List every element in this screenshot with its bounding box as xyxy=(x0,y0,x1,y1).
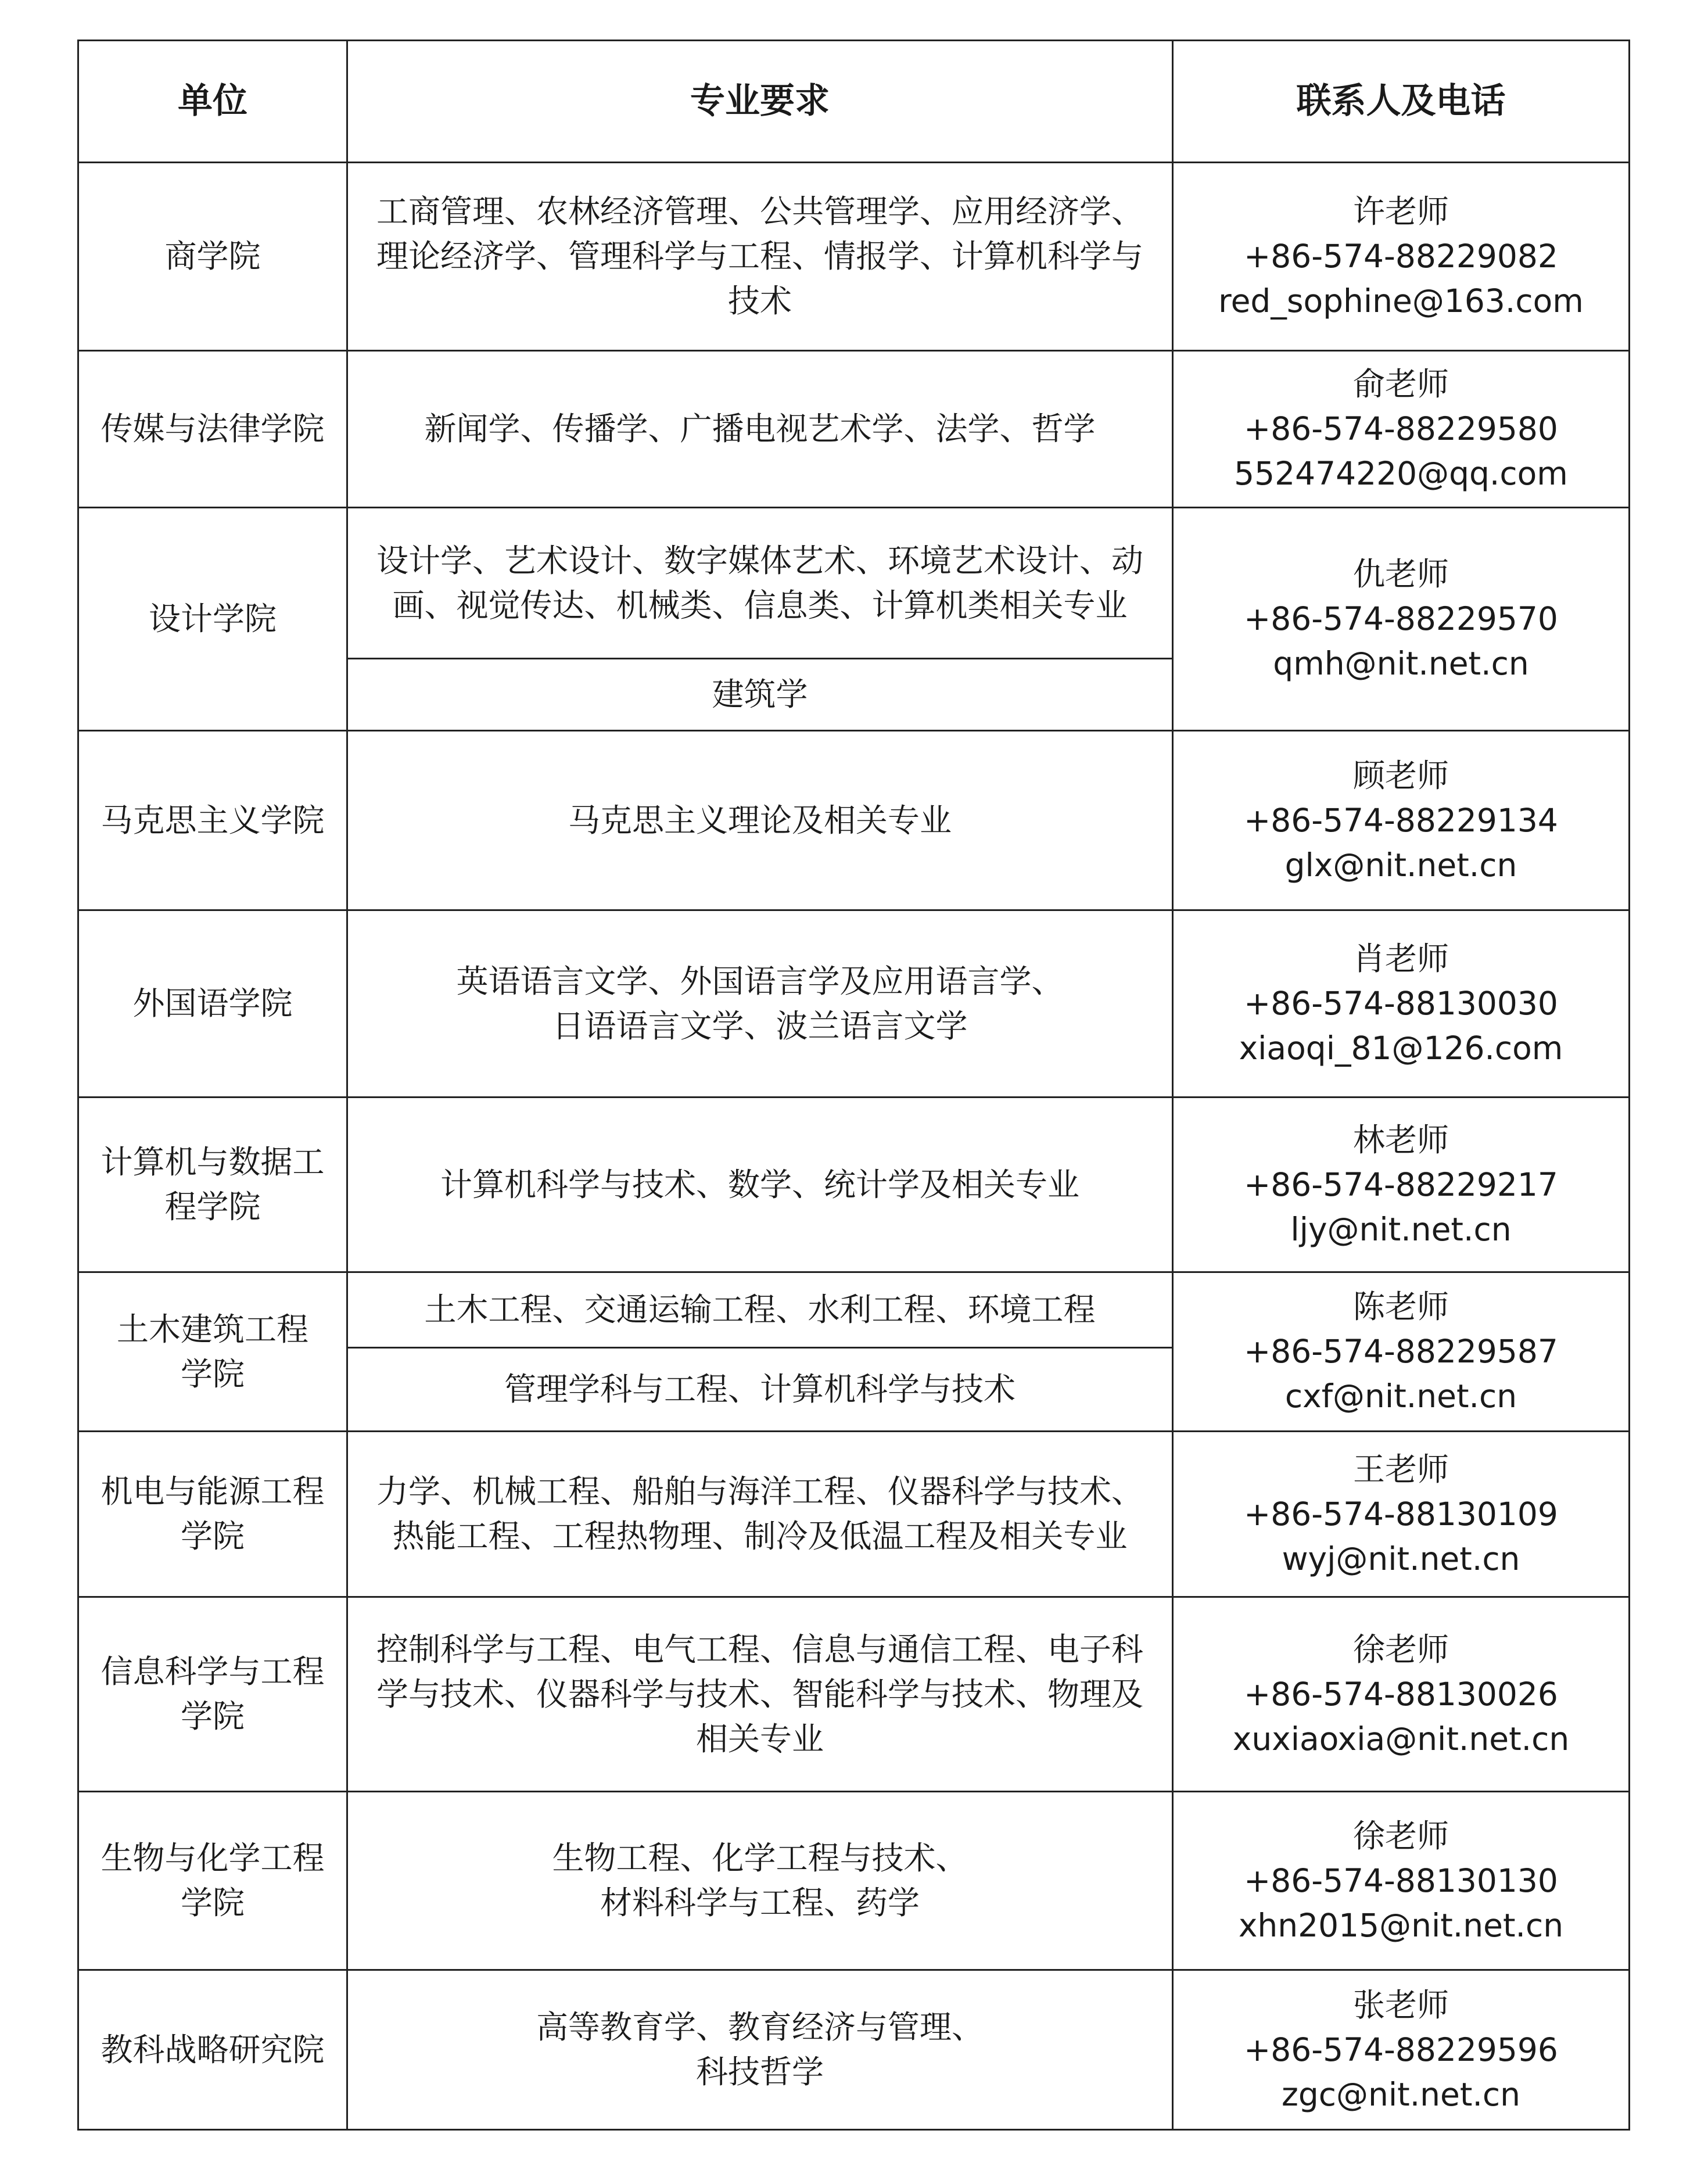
contact-name: 顾老师 xyxy=(1352,756,1449,794)
unit-line: 传媒与法律学院 xyxy=(101,410,325,447)
unit-cell xyxy=(78,731,347,910)
contact-email: ljy@nit.net.cn xyxy=(1290,1210,1512,1248)
contact-name: 徐老师 xyxy=(1352,1817,1449,1855)
majors-line: 控制科学与工程、电气工程、信息与通信工程、电子科 xyxy=(376,1630,1143,1668)
unit-line: 教科战略研究院 xyxy=(101,2031,325,2068)
majors-line: 生物工程、化学工程与技术、 xyxy=(552,1839,968,1877)
contact-name: 肖老师 xyxy=(1352,940,1449,977)
majors-cell xyxy=(347,351,1173,508)
majors-cell xyxy=(347,1597,1173,1792)
majors-line: 画、视觉传达、机械类、信息类、计算机类相关专业 xyxy=(392,586,1128,624)
contact-cell xyxy=(1173,508,1630,731)
contact-name: 林老师 xyxy=(1352,1121,1449,1159)
contact-name: 王老师 xyxy=(1352,1450,1449,1488)
table-row xyxy=(78,1098,1630,1272)
unit-line: 商学院 xyxy=(164,238,261,275)
contact-email: xuxiaoxia@nit.net.cn xyxy=(1232,1720,1570,1758)
contact-cell xyxy=(1173,1792,1630,1970)
majors-cell xyxy=(347,1272,1173,1348)
majors-cell xyxy=(347,1348,1173,1432)
majors-line: 土木工程、交通运输工程、水利工程、环境工程 xyxy=(424,1291,1096,1328)
majors-line: 计算机科学与技术、数学、统计学及相关专业 xyxy=(440,1165,1079,1203)
contact-phone: +86-574-88130130 xyxy=(1244,1862,1558,1899)
contact-name: 许老师 xyxy=(1352,193,1449,230)
header-unit: 单位 xyxy=(78,41,347,163)
contact-cell xyxy=(1173,163,1630,351)
majors-cell xyxy=(347,508,1173,659)
contact-name: 陈老师 xyxy=(1352,1288,1449,1325)
majors-cell xyxy=(347,1970,1173,2130)
unit-cell xyxy=(78,1970,347,2130)
header-majors: 专业要求 xyxy=(347,41,1173,163)
header-contact: 联系人及电话 xyxy=(1173,41,1630,163)
contact-phone: +86-574-88229587 xyxy=(1244,1333,1558,1370)
unit-line: 计算机与数据工 xyxy=(101,1143,325,1181)
unit-cell xyxy=(78,910,347,1098)
majors-line: 高等教育学、教育经济与管理、 xyxy=(536,2009,984,2046)
unit-line: 学院 xyxy=(180,1698,245,1735)
unit-cell xyxy=(78,1597,347,1792)
unit-line: 学院 xyxy=(180,1355,245,1393)
majors-line: 科技哲学 xyxy=(695,2053,824,2090)
unit-cell xyxy=(78,1432,347,1597)
contact-cell xyxy=(1173,1432,1630,1597)
unit-line: 信息科学与工程 xyxy=(101,1653,325,1690)
majors-cell xyxy=(347,1792,1173,1970)
contact-phone: +86-574-88229596 xyxy=(1244,2031,1558,2068)
contact-email: red_sophine@163.com xyxy=(1218,282,1584,320)
majors-line: 设计学、艺术设计、数字媒体艺术、环境艺术设计、动 xyxy=(376,541,1143,579)
contact-email: wyj@nit.net.cn xyxy=(1282,1540,1520,1577)
unit-cell xyxy=(78,1792,347,1970)
contact-cell xyxy=(1173,1098,1630,1272)
majors-cell xyxy=(347,1098,1173,1272)
contact-email: xhn2015@nit.net.cn xyxy=(1238,1906,1564,1944)
contact-cell xyxy=(1173,1970,1630,2130)
contact-phone: +86-574-88130030 xyxy=(1244,985,1558,1022)
contact-phone: +86-574-88229134 xyxy=(1244,801,1558,839)
unit-line: 学院 xyxy=(180,1884,245,1921)
contact-phone: +86-574-88229217 xyxy=(1244,1165,1558,1203)
contact-phone: +86-574-88229580 xyxy=(1244,410,1558,447)
unit-cell xyxy=(78,1272,347,1432)
majors-line: 管理学科与工程、计算机科学与技术 xyxy=(504,1371,1016,1408)
contact-name: 徐老师 xyxy=(1352,1630,1449,1668)
contact-email: glx@nit.net.cn xyxy=(1284,846,1517,884)
table-row xyxy=(78,910,1630,1098)
unit-cell xyxy=(78,508,347,731)
majors-line: 材料科学与工程、药学 xyxy=(600,1884,920,1921)
table-row xyxy=(78,1432,1630,1597)
contact-cell xyxy=(1173,1597,1630,1792)
majors-contact-table xyxy=(77,40,1630,2131)
contact-cell xyxy=(1173,351,1630,508)
unit-cell xyxy=(78,351,347,508)
unit-cell xyxy=(78,1098,347,1272)
table-row xyxy=(78,163,1630,351)
unit-cell xyxy=(78,163,347,351)
majors-line: 英语语言文学、外国语言学及应用语言学、 xyxy=(456,962,1064,1000)
majors-line: 新闻学、传播学、广播电视艺术学、法学、哲学 xyxy=(424,410,1096,447)
majors-line: 理论经济学、管理科学与工程、情报学、计算机科学与 xyxy=(376,238,1143,275)
unit-line: 设计学院 xyxy=(148,600,277,637)
majors-line: 力学、机械工程、船舶与海洋工程、仪器科学与技术、 xyxy=(376,1473,1143,1510)
majors-cell xyxy=(347,731,1173,910)
unit-line: 程学院 xyxy=(164,1188,261,1225)
majors-line: 日语语言文学、波兰语言文学 xyxy=(552,1007,968,1045)
contact-name: 俞老师 xyxy=(1352,365,1449,403)
majors-line: 马克思主义理论及相关专业 xyxy=(568,801,952,839)
unit-line: 外国语学院 xyxy=(132,985,293,1022)
majors-line: 相关专业 xyxy=(695,1720,824,1758)
unit-line: 马克思主义学院 xyxy=(101,801,325,839)
majors-cell xyxy=(347,910,1173,1098)
majors-line: 技术 xyxy=(727,282,792,320)
unit-line: 生物与化学工程 xyxy=(101,1839,325,1877)
unit-line: 土木建筑工程 xyxy=(116,1310,308,1348)
table-row xyxy=(78,731,1630,910)
contact-phone: +86-574-88229570 xyxy=(1244,600,1558,637)
contact-phone: +86-574-88130109 xyxy=(1244,1495,1558,1533)
majors-line: 建筑学 xyxy=(712,676,808,713)
contact-cell xyxy=(1173,731,1630,910)
contact-cell xyxy=(1173,910,1630,1098)
majors-line: 学与技术、仪器科学与技术、智能科学与技术、物理及 xyxy=(376,1675,1143,1713)
unit-line: 学院 xyxy=(180,1518,245,1555)
contact-email: zgc@nit.net.cn xyxy=(1281,2075,1521,2113)
contact-email: cxf@nit.net.cn xyxy=(1284,1378,1517,1415)
header-row xyxy=(78,41,1630,163)
contact-phone: +86-574-88229082 xyxy=(1244,238,1558,275)
table-row xyxy=(78,1970,1630,2130)
contact-email: 552474220@qq.com xyxy=(1234,455,1568,492)
contact-email: qmh@nit.net.cn xyxy=(1273,645,1529,682)
majors-cell xyxy=(347,163,1173,351)
majors-cell xyxy=(347,659,1173,731)
contact-name: 仇老师 xyxy=(1352,555,1449,593)
table-row xyxy=(78,508,1630,659)
contact-phone: +86-574-88130026 xyxy=(1244,1675,1558,1713)
table-row xyxy=(78,1597,1630,1792)
table-row xyxy=(78,1792,1630,1970)
majors-cell xyxy=(347,1432,1173,1597)
table-row xyxy=(78,351,1630,508)
contact-cell xyxy=(1173,1272,1630,1432)
table-row xyxy=(78,1272,1630,1348)
contact-name: 张老师 xyxy=(1352,1986,1449,2024)
majors-line: 热能工程、工程热物理、制冷及低温工程及相关专业 xyxy=(392,1518,1128,1555)
unit-line: 机电与能源工程 xyxy=(101,1473,325,1510)
contact-email: xiaoqi_81@126.com xyxy=(1239,1030,1563,1067)
majors-line: 工商管理、农林经济管理、公共管理学、应用经济学、 xyxy=(376,193,1143,230)
